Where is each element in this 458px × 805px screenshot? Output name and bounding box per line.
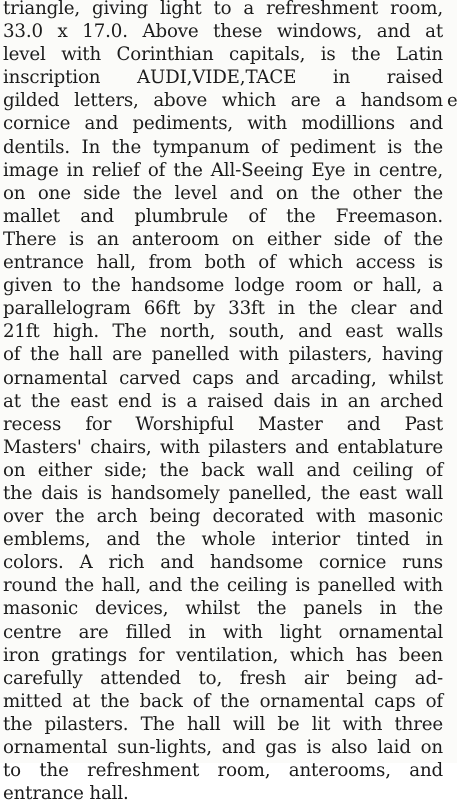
text-line: level with Corinthian capitals, is the Latin — [3, 44, 443, 66]
text-line: at the east end is a raised dais in an arched — [3, 390, 443, 412]
text-line: image in relief of the All-Seeing Eye in centre, — [3, 159, 443, 181]
text-line: inscription AUDI,VIDE,TACE in raised — [3, 67, 443, 89]
text-line: of the hall are panelled with pilasters, having — [3, 344, 443, 366]
text-line: There is an anteroom on either side of the — [3, 228, 443, 250]
text-line: recess for Worshipful Master and Past — [3, 413, 443, 435]
text-line: the pilasters. The hall will be lit with three — [3, 713, 443, 735]
text-line: triangle, giving light to a refreshment room, — [3, 0, 443, 19]
text-line: mitted at the back of the ornamental caps of — [3, 690, 443, 712]
text-line: ornamental carved caps and arcading, whilst — [3, 367, 443, 389]
text-line: given to the handsome lodge room or hall, a — [3, 275, 443, 297]
text-line: Masters' chairs, with pilasters and entablature — [3, 436, 443, 458]
text-line: the dais is handsomely panelled, the east wall — [3, 482, 443, 504]
text-line: mallet and plumbrule of the Freemason. — [3, 205, 443, 227]
text-line: carefully attended to, fresh air being ad- — [3, 667, 443, 689]
text-line: centre are filled in with light ornamental — [3, 621, 443, 643]
text-line: on either side; the back wall and ceiling of — [3, 459, 443, 481]
text-line: cornice and pediments, with modillions and — [3, 113, 443, 135]
text-line: 33.0 x 17.0. Above these windows, and at — [3, 21, 443, 43]
text-line: entrance hall. — [3, 783, 129, 805]
text-line: colors. A rich and handsome cornice runs — [3, 552, 443, 574]
text-line: masonic devices, whilst the panels in the — [3, 598, 443, 620]
text-line: iron gratings for ventilation, which has been — [3, 644, 443, 666]
text-line: round the hall, and the ceiling is panelled with — [3, 575, 443, 597]
text-line: on one side the level and on the other the — [3, 182, 443, 204]
text-line: entrance hall, from both of which access is — [3, 252, 443, 274]
margin-fragment: e — [447, 90, 458, 111]
text-line: ornamental sun-lights, and gas is also laid on — [3, 737, 443, 758]
text-line: gilded letters, above which are a handsom — [3, 90, 443, 112]
text-line: over the arch being decorated with masonic — [3, 506, 443, 528]
text-line: 21ft high. The north, south, and east walls — [3, 321, 443, 343]
text-line: to the refreshment room, anterooms, and — [3, 760, 443, 782]
text-line: parallelogram 66ft by 33ft in the clear and — [3, 298, 443, 320]
text-line: emblems, and the whole interior tinted in — [3, 529, 443, 551]
text-line: dentils. In the tympanum of pediment is the — [3, 136, 443, 158]
article-text — [3, 0, 443, 805]
